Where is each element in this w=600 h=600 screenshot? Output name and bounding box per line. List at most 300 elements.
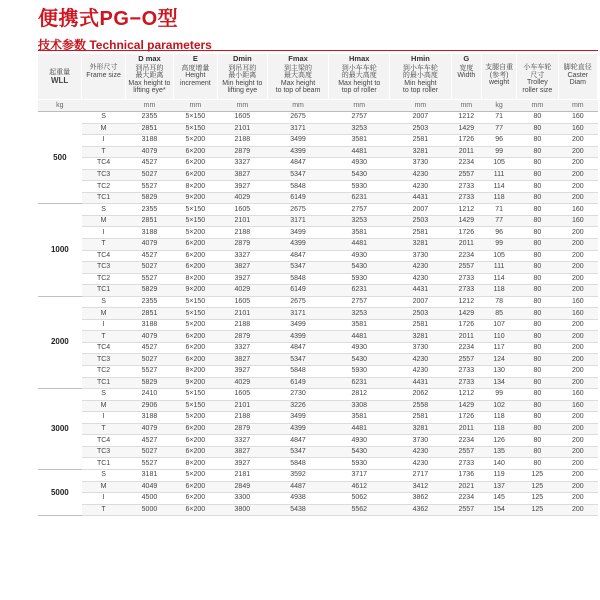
table-cell: 1212 <box>451 112 482 124</box>
table-cell: 105 <box>482 158 517 170</box>
table-cell: 4079 <box>125 146 173 158</box>
table-cell: 6×200 <box>173 481 217 493</box>
table-row <box>38 400 598 412</box>
table-cell: 9×200 <box>173 192 217 204</box>
table-cell: TC4 <box>82 342 126 354</box>
table-cell: 2581 <box>390 319 451 331</box>
table-cell: 2234 <box>451 435 482 447</box>
subtitle-divider <box>38 50 598 51</box>
table-cell: I <box>82 227 126 239</box>
table-cell: 3253 <box>329 123 390 135</box>
table-cell: 6×200 <box>173 169 217 181</box>
technical-parameters-table <box>38 54 598 516</box>
table-row <box>38 262 598 274</box>
table-cell: I <box>82 319 126 331</box>
table-cell: 4527 <box>125 250 173 262</box>
table-cell: 4930 <box>329 435 390 447</box>
table-cell: 2557 <box>451 446 482 458</box>
table-cell: 5347 <box>267 354 328 366</box>
table-cell: 200 <box>558 146 597 158</box>
table-cell: 2011 <box>451 331 482 343</box>
table-cell: 4049 <box>125 481 173 493</box>
table-cell: 3927 <box>217 273 267 285</box>
table-row <box>38 493 598 505</box>
table-row <box>38 215 598 227</box>
table-cell: 3581 <box>329 135 390 147</box>
table-cell: 4500 <box>125 493 173 505</box>
table-cell: 4399 <box>267 239 328 251</box>
table-cell: 2733 <box>451 192 482 204</box>
table-cell: 80 <box>517 215 559 227</box>
table-cell: 5829 <box>125 192 173 204</box>
table-cell: 2557 <box>451 354 482 366</box>
table-cell: 2011 <box>451 239 482 251</box>
table-cell: 200 <box>558 262 597 274</box>
table-cell: 3927 <box>217 458 267 470</box>
table-cell: 4230 <box>390 273 451 285</box>
table-cell: 5027 <box>125 354 173 366</box>
table-cell: 6×200 <box>173 250 217 262</box>
table-row <box>38 204 598 216</box>
table-cell: 2581 <box>390 135 451 147</box>
table-cell: 2851 <box>125 215 173 227</box>
table-cell: 4938 <box>267 493 328 505</box>
column-en-label: WLL <box>50 75 69 85</box>
table-cell: 3327 <box>217 342 267 354</box>
column-en-label: Max height to lifting eye* <box>128 79 171 94</box>
column-en-label: Trolley roller size <box>522 79 553 94</box>
table-cell: 8×200 <box>173 273 217 285</box>
column-unit: kg <box>38 100 82 112</box>
table-cell: 114 <box>482 273 517 285</box>
table-row <box>38 273 598 285</box>
table-cell: 2007 <box>390 204 451 216</box>
table-cell: 200 <box>558 181 597 193</box>
table-cell: 6×200 <box>173 239 217 251</box>
table-cell: 2503 <box>390 123 451 135</box>
table-cell: 5×200 <box>173 319 217 331</box>
table-cell: 6231 <box>329 377 390 389</box>
table-cell: 6×200 <box>173 342 217 354</box>
table-cell: 118 <box>482 423 517 435</box>
table-cell: 102 <box>482 400 517 412</box>
table-cell: 1726 <box>451 319 482 331</box>
table-cell: 4847 <box>267 435 328 447</box>
table-cell: 1212 <box>451 296 482 308</box>
table-cell: 5×200 <box>173 469 217 481</box>
table-cell: 1429 <box>451 400 482 412</box>
table-cell: 160 <box>558 308 597 320</box>
table-cell: 4431 <box>390 377 451 389</box>
table-cell: 3181 <box>125 469 173 481</box>
section-subtitle: 技术参数 Technical parameters <box>38 38 212 52</box>
table-cell: 5×150 <box>173 112 217 124</box>
table-cell: 4029 <box>217 192 267 204</box>
table-cell: 200 <box>558 458 597 470</box>
table-cell: 80 <box>517 250 559 262</box>
table-cell: M <box>82 308 126 320</box>
table-cell: T <box>82 504 126 516</box>
table-cell: 200 <box>558 481 597 493</box>
table-cell: 2757 <box>329 204 390 216</box>
table-cell: 3300 <box>217 493 267 505</box>
table-cell: 1726 <box>451 412 482 424</box>
table-cell: 160 <box>558 389 597 401</box>
column-header <box>517 54 559 100</box>
table-cell: 85 <box>482 308 517 320</box>
table-cell: 2879 <box>217 331 267 343</box>
table-row <box>38 458 598 470</box>
table-cell: 5848 <box>267 181 328 193</box>
table-cell: 200 <box>558 158 597 170</box>
table-cell: 80 <box>517 158 559 170</box>
table-cell: 111 <box>482 169 517 181</box>
table-cell: 1429 <box>451 215 482 227</box>
table-cell: 3717 <box>329 469 390 481</box>
table-cell: 5829 <box>125 377 173 389</box>
table-cell: 9×200 <box>173 285 217 297</box>
table-cell: 4399 <box>267 423 328 435</box>
table-row <box>38 354 598 366</box>
table-cell: 3226 <box>267 400 328 412</box>
table-cell: 2021 <box>451 481 482 493</box>
table-cell: 3281 <box>390 146 451 158</box>
table-row <box>38 435 598 447</box>
table-cell: 1212 <box>451 204 482 216</box>
table-row <box>38 342 598 354</box>
column-header <box>82 54 126 100</box>
table-row <box>38 285 598 297</box>
table-cell: 2181 <box>217 469 267 481</box>
table-cell: T <box>82 423 126 435</box>
table-cell: 80 <box>517 400 559 412</box>
table-cell: 200 <box>558 354 597 366</box>
table-cell: 1605 <box>217 204 267 216</box>
table-cell: 2557 <box>451 262 482 274</box>
table-cell: 2101 <box>217 215 267 227</box>
table-cell: T <box>82 146 126 158</box>
column-en-label: Min height to lifting eye <box>222 79 263 94</box>
column-cn-label: 到小车车轮 的最小高度 <box>402 64 438 79</box>
table-cell: 80 <box>517 412 559 424</box>
column-en-label: Frame size <box>86 71 121 79</box>
table-cell: 130 <box>482 366 517 378</box>
table-cell: 2906 <box>125 400 173 412</box>
table-cell: 3188 <box>125 135 173 147</box>
table-cell: 5×150 <box>173 204 217 216</box>
table-cell: 4481 <box>329 146 390 158</box>
table-cell: 4230 <box>390 354 451 366</box>
table-cell: 80 <box>517 169 559 181</box>
column-cn-label: 小车车轮 尺寸 <box>523 64 552 79</box>
column-header <box>558 54 597 100</box>
table-cell: 2234 <box>451 158 482 170</box>
table-row <box>38 227 598 239</box>
table-cell: 2733 <box>451 377 482 389</box>
table-row <box>38 192 598 204</box>
table-cell: 3499 <box>267 319 328 331</box>
table-cell: 105 <box>482 250 517 262</box>
table-cell: TC2 <box>82 181 126 193</box>
table-cell: 80 <box>517 342 559 354</box>
column-en-label: Width <box>457 72 476 79</box>
table-cell: 77 <box>482 123 517 135</box>
table-cell: 3281 <box>390 331 451 343</box>
table-cell: 3499 <box>267 135 328 147</box>
table-cell: 3412 <box>390 481 451 493</box>
page-title: 便携式PG−O型 <box>38 8 179 30</box>
table-cell: 3827 <box>217 169 267 181</box>
table-cell: 6×200 <box>173 493 217 505</box>
column-en-label: weight <box>488 79 510 86</box>
table-cell: 5930 <box>329 458 390 470</box>
table-cell: 80 <box>517 135 559 147</box>
table-cell: 6×200 <box>173 262 217 274</box>
table-cell: 80 <box>517 273 559 285</box>
table-row <box>38 319 598 331</box>
table-cell: 2879 <box>217 146 267 158</box>
table-row <box>38 239 598 251</box>
table-cell: TC1 <box>82 285 126 297</box>
table-cell: 4230 <box>390 446 451 458</box>
table-cell: M <box>82 123 126 135</box>
table-cell: 4612 <box>329 481 390 493</box>
table-cell: 118 <box>482 285 517 297</box>
header-row <box>38 54 598 100</box>
table-cell: 2851 <box>125 308 173 320</box>
table-cell: 6×200 <box>173 446 217 458</box>
table-cell: 1605 <box>217 389 267 401</box>
table-row <box>38 331 598 343</box>
table-cell: 200 <box>558 342 597 354</box>
table-cell: 2557 <box>451 169 482 181</box>
table-cell: 3327 <box>217 435 267 447</box>
table-cell: 6231 <box>329 285 390 297</box>
table-cell: 200 <box>558 192 597 204</box>
table-cell: 140 <box>482 458 517 470</box>
table-cell: 80 <box>517 366 559 378</box>
table-cell: 2733 <box>451 181 482 193</box>
table-cell: 160 <box>558 400 597 412</box>
table-cell: 5×200 <box>173 227 217 239</box>
column-header <box>125 54 173 100</box>
table-cell: TC4 <box>82 435 126 447</box>
table-cell: 160 <box>558 296 597 308</box>
table-cell: I <box>82 493 126 505</box>
table-row <box>38 123 598 135</box>
table-cell: 5430 <box>329 354 390 366</box>
table-cell: 200 <box>558 250 597 262</box>
table-cell: 5930 <box>329 366 390 378</box>
table-cell: S <box>82 296 126 308</box>
table-cell: 200 <box>558 423 597 435</box>
table-cell: 8×200 <box>173 181 217 193</box>
table-cell: 2101 <box>217 308 267 320</box>
column-en-label: Max height to top of roller <box>338 79 381 94</box>
table-cell: 80 <box>517 319 559 331</box>
table-cell: 2733 <box>451 366 482 378</box>
table-cell: 5848 <box>267 366 328 378</box>
table-cell: 4527 <box>125 158 173 170</box>
column-cn-label: 到吊耳的 最小距离 <box>228 64 257 79</box>
table-cell: 4230 <box>390 169 451 181</box>
table-cell: TC3 <box>82 446 126 458</box>
table-cell: 2717 <box>390 469 451 481</box>
table-cell: 4079 <box>125 239 173 251</box>
table-cell: 3188 <box>125 319 173 331</box>
column-code: E <box>192 54 198 63</box>
table-cell: 2851 <box>125 123 173 135</box>
wll-group-cell: 2000 <box>38 296 82 388</box>
table-cell: 2007 <box>390 112 451 124</box>
table-cell: 4847 <box>267 342 328 354</box>
column-code: Dmin <box>232 54 252 63</box>
table-cell: 5×150 <box>173 123 217 135</box>
table-cell: 5062 <box>329 493 390 505</box>
table-cell: 2234 <box>451 250 482 262</box>
table-cell: 3827 <box>217 262 267 274</box>
table-cell: 154 <box>482 504 517 516</box>
table-cell: 2234 <box>451 342 482 354</box>
table-cell: 2757 <box>329 112 390 124</box>
table-cell: 3927 <box>217 366 267 378</box>
table-row <box>38 504 598 516</box>
table-cell: 145 <box>482 493 517 505</box>
table-cell: 80 <box>517 123 559 135</box>
unit-row <box>38 100 598 112</box>
table-row <box>38 481 598 493</box>
table-cell: 80 <box>517 296 559 308</box>
table-cell: 2062 <box>390 389 451 401</box>
table-cell: 4481 <box>329 239 390 251</box>
table-cell: 3730 <box>390 342 451 354</box>
table-cell: 2558 <box>390 400 451 412</box>
table-cell: 4481 <box>329 423 390 435</box>
column-header <box>390 54 451 100</box>
table-cell: 2581 <box>390 227 451 239</box>
table-cell: 107 <box>482 319 517 331</box>
table-cell: 4930 <box>329 250 390 262</box>
table-cell: 6×200 <box>173 146 217 158</box>
table-cell: 3581 <box>329 227 390 239</box>
table-cell: 99 <box>482 146 517 158</box>
table-cell: 6×200 <box>173 435 217 447</box>
table-cell: 5829 <box>125 285 173 297</box>
table-cell: 200 <box>558 366 597 378</box>
table-cell: 5347 <box>267 262 328 274</box>
table-cell: 2733 <box>451 458 482 470</box>
table-cell: 4399 <box>267 146 328 158</box>
column-unit: mm <box>558 100 597 112</box>
table-cell: 2757 <box>329 296 390 308</box>
table-cell: 114 <box>482 181 517 193</box>
table-cell: 200 <box>558 469 597 481</box>
table-cell: 4487 <box>267 481 328 493</box>
column-header <box>451 54 482 100</box>
column-code: D max <box>138 54 161 63</box>
table-cell: 80 <box>517 192 559 204</box>
table-cell: 3927 <box>217 181 267 193</box>
table-cell: 5430 <box>329 446 390 458</box>
column-code: Hmax <box>349 54 370 63</box>
table-cell: 6149 <box>267 192 328 204</box>
column-en-label: Max height to top of beam <box>275 79 321 94</box>
table-cell: 71 <box>482 112 517 124</box>
table-cell: 4029 <box>217 377 267 389</box>
table-cell: 8×200 <box>173 458 217 470</box>
table-cell: 3281 <box>390 423 451 435</box>
table-cell: 200 <box>558 493 597 505</box>
table-cell: 2581 <box>390 412 451 424</box>
table-cell: TC4 <box>82 250 126 262</box>
table-cell: 2188 <box>217 412 267 424</box>
table-cell: 126 <box>482 435 517 447</box>
table-cell: 96 <box>482 135 517 147</box>
table-cell: 80 <box>517 377 559 389</box>
table-cell: 3171 <box>267 308 328 320</box>
table-cell: 71 <box>482 204 517 216</box>
table-cell: 200 <box>558 273 597 285</box>
table-cell: 4029 <box>217 285 267 297</box>
table-cell: 2188 <box>217 135 267 147</box>
table-cell: 4230 <box>390 181 451 193</box>
table-row <box>38 423 598 435</box>
table-cell: 2011 <box>451 146 482 158</box>
table-cell: 5×150 <box>173 400 217 412</box>
table-cell: 80 <box>517 262 559 274</box>
table-row <box>38 366 598 378</box>
column-code: Hmin <box>411 54 430 63</box>
table-cell: M <box>82 400 126 412</box>
table-cell: 3862 <box>390 493 451 505</box>
table-cell: 1605 <box>217 296 267 308</box>
table-cell: 137 <box>482 481 517 493</box>
table-cell: 3581 <box>329 319 390 331</box>
table-cell: 6×200 <box>173 354 217 366</box>
table-cell: 77 <box>482 215 517 227</box>
table-cell: 2733 <box>451 273 482 285</box>
table-cell: 200 <box>558 227 597 239</box>
table-row <box>38 181 598 193</box>
table-cell: 4230 <box>390 366 451 378</box>
table-cell: 200 <box>558 285 597 297</box>
table-cell: 125 <box>517 469 559 481</box>
wll-group-cell: 1000 <box>38 204 82 296</box>
table-cell: 3827 <box>217 354 267 366</box>
wll-group-cell: 500 <box>38 112 82 204</box>
wll-group-cell: 5000 <box>38 469 82 515</box>
table-cell: 4362 <box>390 504 451 516</box>
table-cell: 3730 <box>390 158 451 170</box>
column-header <box>329 54 390 100</box>
table-cell: 200 <box>558 504 597 516</box>
table-cell: 6149 <box>267 285 328 297</box>
table-cell: 4230 <box>390 458 451 470</box>
column-header <box>482 54 517 100</box>
table-cell: 5430 <box>329 262 390 274</box>
table-row <box>38 412 598 424</box>
table-cell: TC1 <box>82 377 126 389</box>
table-cell: 80 <box>517 423 559 435</box>
table-cell: S <box>82 112 126 124</box>
table-cell: 80 <box>517 239 559 251</box>
table-cell: 4079 <box>125 331 173 343</box>
table-cell: 124 <box>482 354 517 366</box>
table-cell: 6×200 <box>173 504 217 516</box>
table-cell: 119 <box>482 469 517 481</box>
table-row <box>38 308 598 320</box>
column-cn-label: 支腿自重 (参考) <box>485 64 514 79</box>
